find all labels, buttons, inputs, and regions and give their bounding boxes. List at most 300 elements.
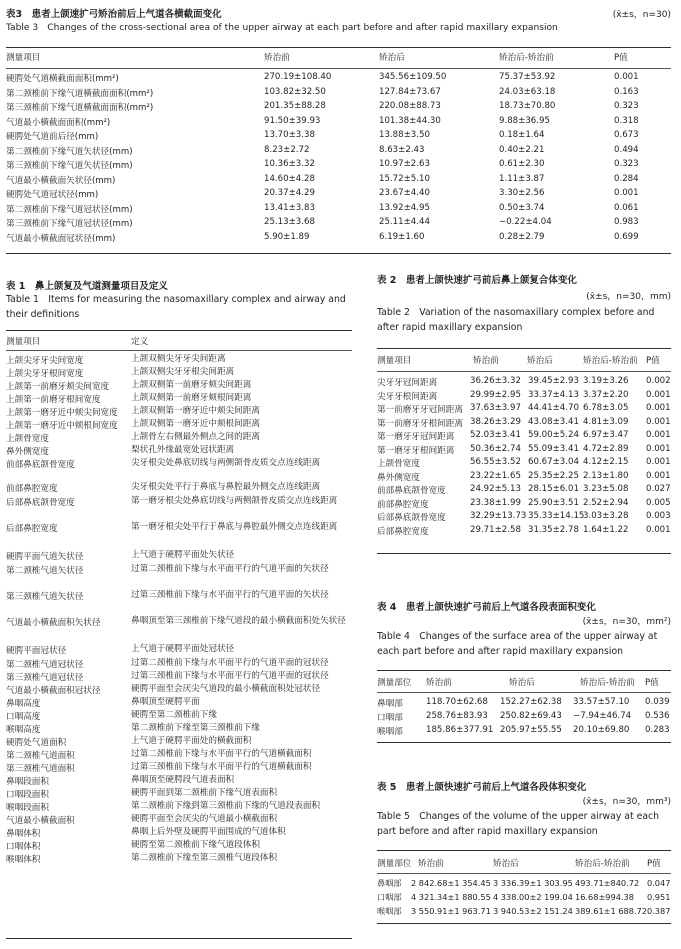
table4-header-before: 矫治前	[426, 678, 452, 688]
table-cell: 上颌双侧尖牙牙尖间距离	[131, 354, 226, 364]
table-cell: 上气道于硬腭平面处矢状径	[131, 550, 235, 560]
table-cell: 过第二颈椎前下缘与水平面平行的气道横截面积	[131, 749, 312, 759]
table-cell: 0.003	[646, 511, 671, 521]
table-cell: 喉咽高度	[6, 725, 41, 735]
table-cell: 118.70±62.68	[426, 697, 488, 707]
table2-top-rule	[377, 348, 671, 349]
table-cell: 0.061	[614, 202, 639, 213]
table2-bottom-rule	[377, 553, 671, 554]
table-cell: 0.001	[646, 457, 671, 467]
table-cell: 0.001	[646, 389, 671, 400]
table-row	[377, 498, 671, 509]
table-cell: 鼻咽顶至硬腭平面	[131, 697, 200, 707]
table-cell: 152.27±62.38	[500, 697, 562, 707]
table-cell: 3.19±3.26	[583, 376, 629, 386]
table-cell: −7.94±46.74	[573, 711, 632, 721]
table-cell: 第二颈椎前下缘到第三颈椎前下缘的气道段表面积	[131, 801, 321, 811]
table-cell: 鼻咽顶至第三颈椎前下缘气道段的最小横截面积处矢状径	[131, 616, 346, 626]
table-cell: 第一磨牙牙根间距离	[377, 445, 455, 456]
table1-header-item: 测量项目	[6, 337, 41, 347]
table-cell: 6.97±3.47	[583, 430, 629, 440]
table-cell: 尖牙根尖处鼻底切线与两侧颌骨皮质交点连线距离	[131, 458, 321, 468]
table-cell: 0.40±2.21	[499, 144, 545, 155]
table-cell: 第一前磨牙牙冠间距离	[377, 405, 463, 415]
table-cell: 3.30±2.56	[499, 188, 545, 198]
table-cell: 上颌第一磨牙近中颊尖间宽度	[6, 408, 118, 418]
table-cell: 0.163	[614, 86, 639, 97]
table-cell: 8.63±2.43	[379, 144, 425, 155]
table5-stat: (x̄±s，n=30，mm³)	[582, 797, 671, 807]
table-cell: 过第二颈椎前下缘与水平面平行的气道平面的冠状径	[131, 658, 329, 668]
table-cell: 0.387	[647, 906, 671, 916]
table-cell: 29.71±2.58	[470, 524, 521, 535]
table-cell: 气道最小横截面面积(mm²)	[6, 117, 111, 128]
table-cell: 鼻咽体积	[6, 829, 41, 839]
table1-header-def: 定义	[131, 337, 149, 347]
table-cell: 梨状孔外缘最宽处冠状距离	[131, 445, 235, 455]
table-cell: 硬腭至第二颈椎前下缘气道段体积	[131, 840, 260, 850]
table-cell: 31.35±2.78	[528, 524, 579, 535]
table2-header-rule	[377, 371, 671, 372]
table-cell: 第二颈椎前下缘至第三颈椎气道段体积	[131, 853, 278, 863]
table-cell: 0.323	[614, 159, 639, 169]
table-cell: 第一磨牙根尖处鼻底切线与两侧颌骨皮质交点连线距离	[131, 496, 338, 506]
table5-header-item: 测量部位	[377, 859, 412, 869]
table-cell: 上颌第一磨牙近中颊根间宽度	[6, 421, 118, 431]
table-cell: 18.73±70.80	[499, 101, 556, 111]
table-cell: 493.71±840.72	[575, 878, 640, 888]
table1-caption-en: Table 1 Items for measuring the nasomaxillary complex and airway and their definitions	[6, 294, 346, 320]
table4-header-rule	[377, 692, 671, 693]
table4-caption-en: Table 4 Changes of the surface area of the upper airway at each part before and after rapid maxillary expansion	[377, 631, 658, 657]
table-cell: 0.18±1.64	[499, 130, 545, 140]
table-cell: 3.23±5.08	[583, 484, 629, 494]
table-cell: 上颌双侧第一前磨牙颊根间距离	[131, 393, 252, 403]
table-cell: 20.37±4.29	[264, 188, 315, 198]
table-cell: 第二颈椎气道矢状径	[6, 566, 84, 576]
table3-stat: (x̄±s，n=30)	[612, 10, 671, 20]
table-cell: 59.00±5.24	[528, 430, 579, 440]
table-cell: 5.90±1.89	[264, 231, 310, 242]
table-cell: 3 940.53±2 151.24	[493, 906, 573, 916]
table-cell: 220.08±88.73	[379, 101, 441, 111]
table-cell: 尖牙牙冠间距离	[377, 378, 438, 388]
table-cell: 4 321.34±1 880.55	[411, 892, 491, 902]
table3-caption-cn: 表3 患者上颌速扩弓矫治前后上气道各横截面变化	[6, 9, 222, 20]
table-cell: 3 336.39±1 303.95	[493, 878, 573, 888]
table-cell: 喉咽部	[377, 727, 403, 737]
table-cell: 0.536	[645, 711, 670, 721]
table-cell: 后部鼻腔宽度	[377, 526, 429, 537]
table-cell: −0.22±4.04	[499, 217, 552, 227]
table-cell: 0.001	[646, 416, 671, 427]
table-cell: 尖牙根尖处平行于鼻底与鼻腔最外侧交点连线距离	[131, 482, 321, 492]
table-cell: 270.19±108.40	[264, 72, 332, 82]
table-cell: 205.97±55.55	[500, 725, 562, 735]
table-row	[377, 457, 671, 468]
table4-header-after: 矫治后	[509, 678, 535, 688]
table5-top-rule	[377, 850, 671, 851]
table3-header-rule	[6, 68, 671, 69]
table-row	[6, 217, 671, 228]
table-cell: 前部鼻腔宽度	[377, 499, 429, 510]
table-cell: 10.97±2.63	[379, 159, 430, 169]
table-cell: 鼻咽段面积	[6, 777, 49, 787]
table-row	[6, 130, 671, 141]
table-row	[6, 232, 671, 243]
table-cell: 14.60±4.28	[264, 173, 315, 184]
table2-caption-en: Table 2 Variation of the nasomaxillary complex before and after rapid maxillary expansion	[377, 307, 655, 333]
table-row	[6, 72, 671, 83]
table-cell: 103.82±32.50	[264, 86, 326, 97]
table-cell: 13.41±3.83	[264, 202, 315, 213]
table3-header-before: 矫治前	[264, 53, 290, 63]
table5-header-rule	[377, 873, 671, 874]
table-cell: 24.03±63.18	[499, 86, 556, 97]
table-cell: 20.10±69.80	[573, 725, 630, 735]
table-cell: 上气道于硬腭平面处的横截面积	[131, 736, 252, 746]
table-cell: 24.92±5.13	[470, 484, 521, 494]
table4-caption-cn: 表 4 患者上颌快速扩弓前后上气道各段表面积变化	[377, 602, 596, 613]
table-cell: 13.70±3.38	[264, 130, 315, 140]
table-cell: 过第三颈椎前下缘与水平面平行的气道平面的矢状径	[131, 590, 329, 600]
table-cell: 口咽高度	[6, 712, 41, 722]
table3-header-after: 矫治后	[379, 53, 405, 63]
table4-header-p: P值	[645, 678, 659, 688]
table-cell: 0.001	[646, 430, 671, 440]
table-cell: 上颌骨宽度	[377, 459, 420, 469]
table-cell: 鼻咽上后外壁及硬腭平面围成的气道体积	[131, 827, 286, 837]
table-cell: 鼻咽高度	[6, 699, 41, 709]
table-cell: 0.28±2.79	[499, 231, 545, 242]
table-cell: 鼻外侧宽度	[6, 447, 49, 457]
table-row	[377, 525, 671, 536]
table-cell: 16.68±994.38	[575, 892, 634, 902]
table-cell: 第三颈椎气道面积	[6, 764, 75, 774]
table4-header-diff: 矫治后-矫治前	[580, 678, 635, 688]
table-row	[377, 444, 671, 455]
table-cell: 0.951	[647, 892, 671, 902]
table-cell: 过第三颈椎前下缘与水平面平行的气道横截面积	[131, 762, 312, 772]
table4-bottom-rule	[377, 742, 671, 743]
table2-header	[377, 354, 671, 366]
table-row	[6, 145, 671, 156]
table-cell: 鼻咽顶至硬腭段气道表面积	[131, 775, 235, 785]
table-cell: 硬腭平面至会厌尖气道段的最小横截面积处冠状径	[131, 684, 321, 694]
table4-body	[377, 697, 671, 741]
table-cell: 鼻外侧宽度	[377, 472, 420, 483]
table-cell: 上颌第一前磨牙根间宽度	[6, 395, 101, 405]
table-cell: 101.38±44.30	[379, 115, 441, 126]
table-cell: 0.323	[614, 101, 639, 111]
table-row	[6, 174, 671, 185]
table5-bottom-rule	[377, 923, 671, 924]
table-row	[377, 892, 671, 903]
table-cell: 上颌双侧第一前磨牙颊尖间距离	[131, 380, 252, 390]
table-cell: 第一磨牙牙冠间距离	[377, 432, 455, 442]
table1-body	[6, 354, 352, 934]
table1-header	[6, 335, 352, 347]
table-cell: 13.92±4.95	[379, 202, 430, 213]
table-cell: 4.72±2.89	[583, 443, 629, 454]
table3-caption-en: Table 3 Changes of the cross-sectional area of the upper airway at each part before and after rapid maxillary expansion	[6, 23, 558, 33]
table-cell: 33.37±4.13	[528, 389, 579, 400]
table-cell: 第二颈椎前下缘气道冠状径(mm)	[6, 204, 133, 215]
table-cell: 23.22±1.65	[470, 470, 521, 481]
table-row	[377, 878, 671, 889]
table-cell: 32.29±13.73	[470, 511, 527, 521]
table-cell: 0.001	[646, 524, 671, 535]
table2-caption-cn: 表 2 患者上颌快速扩弓前后鼻上颌复合体变化	[377, 275, 577, 286]
table-cell: 3 550.91±1 963.71	[411, 906, 491, 916]
table-cell: 后部鼻底颌骨宽度	[6, 498, 75, 508]
table-cell: 上颌双侧第一磨牙近中颊根间距离	[131, 419, 260, 429]
table-cell: 0.284	[614, 173, 639, 184]
table-cell: 1.64±1.22	[583, 524, 629, 535]
table-cell: 0.001	[614, 72, 639, 82]
table-cell: 33.57±57.10	[573, 697, 630, 707]
table1-bottom-rule	[6, 938, 352, 939]
table-cell: 口咽部	[377, 892, 402, 902]
table5-caption-cn: 表 5 患者上颌快速扩弓前后上气道各段体积变化	[377, 782, 587, 793]
table1-header-rule	[6, 350, 352, 351]
table-cell: 6.19±1.60	[379, 231, 425, 242]
table-row	[377, 430, 671, 441]
table-cell: 后部鼻腔宽度	[6, 524, 58, 534]
table-cell: 23.38±1.99	[470, 497, 521, 508]
table-cell: 过第二颈椎前下缘与水平面平行的气道平面的矢状径	[131, 564, 329, 574]
table-cell: 0.983	[614, 217, 639, 227]
table-row	[377, 511, 671, 522]
table3-header-p: P值	[614, 53, 628, 63]
table-cell: 60.67±3.04	[528, 457, 579, 467]
table-cell: 气道最小横截面冠状径(mm)	[6, 233, 116, 244]
table-cell: 389.61±1 688.72	[575, 906, 647, 916]
table-cell: 4.12±2.15	[583, 457, 629, 467]
table2-header-item: 测量项目	[377, 356, 412, 366]
table5-header-after: 矫治后	[493, 859, 519, 869]
table-cell: 0.318	[614, 115, 639, 126]
table-cell: 0.001	[646, 403, 671, 413]
table-row	[377, 417, 671, 428]
table-cell: 23.67±4.40	[379, 188, 430, 198]
table3-body	[6, 72, 671, 252]
table-cell: 0.039	[645, 697, 670, 707]
table-row	[377, 390, 671, 401]
table2-header-diff: 矫治后-矫治前	[583, 356, 638, 366]
table5-header-before: 矫治前	[418, 859, 444, 869]
table-cell: 0.027	[646, 484, 671, 494]
table-row	[6, 116, 671, 127]
table-cell: 0.005	[646, 497, 671, 508]
table-row	[6, 203, 671, 214]
table-cell: 55.09±3.41	[528, 443, 579, 454]
table-cell: 硬腭平面冠状径	[6, 646, 67, 656]
table-cell: 上颌骨左右侧最外侧点之间的距离	[131, 432, 260, 442]
table-cell: 0.001	[646, 470, 671, 481]
table-cell: 0.283	[645, 725, 670, 735]
table-cell: 硬腭处气道横截面面积(mm²)	[6, 74, 119, 84]
table-cell: 10.36±3.32	[264, 159, 315, 169]
table-cell: 3.37±2.20	[583, 389, 629, 400]
table-cell: 56.55±3.52	[470, 457, 521, 467]
table-cell: 0.001	[614, 188, 639, 198]
table-cell: 15.72±5.10	[379, 173, 430, 184]
table-cell: 第二颈椎气道面积	[6, 751, 75, 761]
table-cell: 250.82±69.43	[500, 711, 562, 721]
table-cell: 后部鼻底颌骨宽度	[377, 513, 446, 523]
table-cell: 2 842.68±1 354.45	[411, 878, 491, 888]
table-cell: 上颌尖牙牙根间宽度	[6, 369, 84, 379]
table-row	[377, 403, 671, 414]
table-cell: 口咽部	[377, 713, 403, 723]
table-row	[377, 471, 671, 482]
table-cell: 第二颈椎前下缘至第三颈椎前下缘	[131, 723, 260, 733]
table-cell: 过第三颈椎前下缘与水平面平行的气道平面的冠状径	[131, 671, 329, 681]
table-cell: 上颌双侧第一磨牙近中颊尖间距离	[131, 406, 260, 416]
table-cell: 口咽段面积	[6, 790, 49, 800]
table-cell: 0.001	[646, 443, 671, 454]
table-cell: 口咽体积	[6, 842, 41, 852]
table-row	[6, 87, 671, 98]
table-cell: 上颌双侧尖牙牙根尖间距离	[131, 367, 235, 377]
table-cell: 第三颈椎气道矢状径	[6, 592, 84, 602]
table-cell: 硬腭平面至会厌尖的气道最小横截面积	[131, 814, 278, 824]
table1-caption-cn: 表 1 鼻上颌复及气道测量项目及定义	[6, 281, 168, 292]
table-row	[377, 906, 671, 917]
table-cell: 第三颈椎前下缘气道冠状径(mm)	[6, 219, 133, 229]
table-cell: 25.13±3.68	[264, 217, 315, 227]
table5-header-p: P值	[647, 859, 661, 869]
table-cell: 鼻咽部	[377, 878, 402, 888]
table2-body	[377, 376, 671, 546]
table-cell: 第三颈椎前下缘气道矢状径(mm)	[6, 161, 133, 171]
table4-top-rule	[377, 670, 671, 671]
table-cell: 185.86±377.91	[426, 725, 494, 735]
table-cell: 37.63±3.97	[470, 403, 521, 413]
table-cell: 25.90±3.51	[528, 497, 579, 508]
table4-header	[377, 676, 671, 688]
table3-bottom-rule	[6, 253, 671, 254]
table-row	[377, 725, 671, 736]
table4-stat: (x̄±s，n=30，mm²)	[582, 617, 671, 627]
table-cell: 43.08±3.41	[528, 416, 579, 427]
table-cell: 第二颈椎前下缘气道横截面面积(mm²)	[6, 88, 154, 99]
table-row	[377, 711, 671, 722]
table-cell: 硬腭至第二颈椎前下缘	[131, 710, 217, 720]
table-cell: 硬腭平面到第二颈椎前下缘气道表面积	[131, 788, 278, 798]
table-cell: 第二颈椎前下缘气道矢状径(mm)	[6, 146, 133, 157]
table-cell: 第一磨牙根尖处平行于鼻底与鼻腔最外侧交点连线距离	[131, 522, 338, 532]
table3-header	[6, 51, 671, 63]
table-cell: 第二颈椎气道冠状径	[6, 660, 84, 670]
table-cell: 2.52±2.94	[583, 497, 629, 508]
table-cell: 36.26±3.32	[470, 376, 521, 386]
table-cell: 52.03±3.41	[470, 430, 521, 440]
table-cell: 硬腭平面气道矢状径	[6, 552, 84, 562]
table-cell: 第一前磨牙牙根间距离	[377, 418, 463, 429]
table-cell: 9.88±36.95	[499, 115, 550, 126]
table-cell: 6.78±3.05	[583, 403, 629, 413]
table-cell: 气道最小横截面积冠状径	[6, 686, 101, 696]
table-cell: 硬腭处气道面积	[6, 738, 67, 748]
table-cell: 第三颈椎气道冠状径	[6, 673, 84, 683]
table-cell: 4.81±3.09	[583, 416, 629, 427]
table-cell: 75.37±53.92	[499, 72, 556, 82]
table-cell: 喉咽部	[377, 906, 402, 916]
table-cell: 201.35±88.28	[264, 101, 326, 111]
table-cell: 35.33±14.15	[528, 511, 585, 521]
table-cell: 前部鼻腔宽度	[6, 484, 58, 494]
table-cell: 38.26±3.29	[470, 416, 521, 427]
table-cell: 258.76±83.93	[426, 711, 488, 721]
table-cell: 硬腭处气道前后径(mm)	[6, 132, 99, 142]
table-cell: 0.494	[614, 144, 639, 155]
table-cell: 44.41±4.70	[528, 403, 579, 413]
table-cell: 喉咽体积	[6, 855, 41, 865]
table-cell: 8.23±2.72	[264, 144, 310, 155]
table5-header	[377, 857, 671, 869]
table3-header-diff: 矫治后-矫治前	[499, 53, 554, 63]
table2-stat: (x̄±s，n=30，mm)	[586, 292, 671, 302]
table-cell: 127.84±73.67	[379, 86, 441, 97]
table-cell: 2.13±1.80	[583, 470, 629, 481]
table-cell: 3.03±3.28	[583, 511, 629, 521]
table-row	[6, 159, 671, 170]
table-cell: 上颌尖牙牙尖间宽度	[6, 356, 84, 366]
table-cell: 鼻咽部	[377, 699, 403, 709]
table-row	[6, 188, 671, 199]
table-cell: 0.002	[646, 376, 671, 386]
table5-header-diff: 矫治后-矫治前	[575, 859, 630, 869]
table-cell: 喉咽段面积	[6, 803, 49, 813]
table-cell: 25.11±4.44	[379, 217, 430, 227]
table-row	[377, 484, 671, 495]
table2-header-p: P值	[646, 356, 660, 366]
table-cell: 28.15±6.01	[528, 484, 579, 494]
table-cell: 4 338.00±2 199.04	[493, 892, 573, 902]
table4-header-item: 测量部位	[377, 678, 412, 688]
table-row	[377, 697, 671, 708]
table2-header-before: 矫治前	[473, 356, 499, 366]
table2-header-after: 矫治后	[527, 356, 553, 366]
table-cell: 0.673	[614, 130, 639, 140]
table-cell: 13.88±3.50	[379, 130, 430, 140]
table-cell: 25.35±2.25	[528, 470, 579, 481]
table-cell: 上颌骨宽度	[6, 434, 49, 444]
table-cell: 前部鼻底颌骨宽度	[377, 486, 446, 496]
table-cell: 345.56±109.50	[379, 72, 447, 82]
table5-caption-en: Table 5 Changes of the volume of the upper airway at each part before and after rapid maxillary expansion	[377, 811, 660, 837]
table-cell: 上颌第一前磨牙颊尖间宽度	[6, 382, 110, 392]
table-cell: 0.699	[614, 231, 639, 242]
table-cell: 前部鼻底颌骨宽度	[6, 460, 75, 470]
table-cell: 上气道于硬腭平面处冠状径	[131, 644, 235, 654]
table5-body	[377, 878, 671, 922]
table-row	[6, 101, 671, 112]
table-cell: 第三颈椎前下缘气道横截面面积(mm²)	[6, 103, 154, 113]
table-cell: 39.45±2.93	[528, 376, 579, 386]
table1-top-rule	[6, 330, 352, 331]
table-cell: 气道最小横截面矢状径(mm)	[6, 175, 116, 186]
table3-top-rule	[6, 47, 671, 48]
table-cell: 0.50±3.74	[499, 202, 545, 213]
table-cell: 29.99±2.95	[470, 389, 521, 400]
table-cell: 50.36±2.74	[470, 443, 521, 454]
table-cell: 1.11±3.87	[499, 173, 545, 184]
table-cell: 91.50±39.93	[264, 115, 321, 126]
table-cell: 硬腭处气道冠状径(mm)	[6, 190, 99, 200]
